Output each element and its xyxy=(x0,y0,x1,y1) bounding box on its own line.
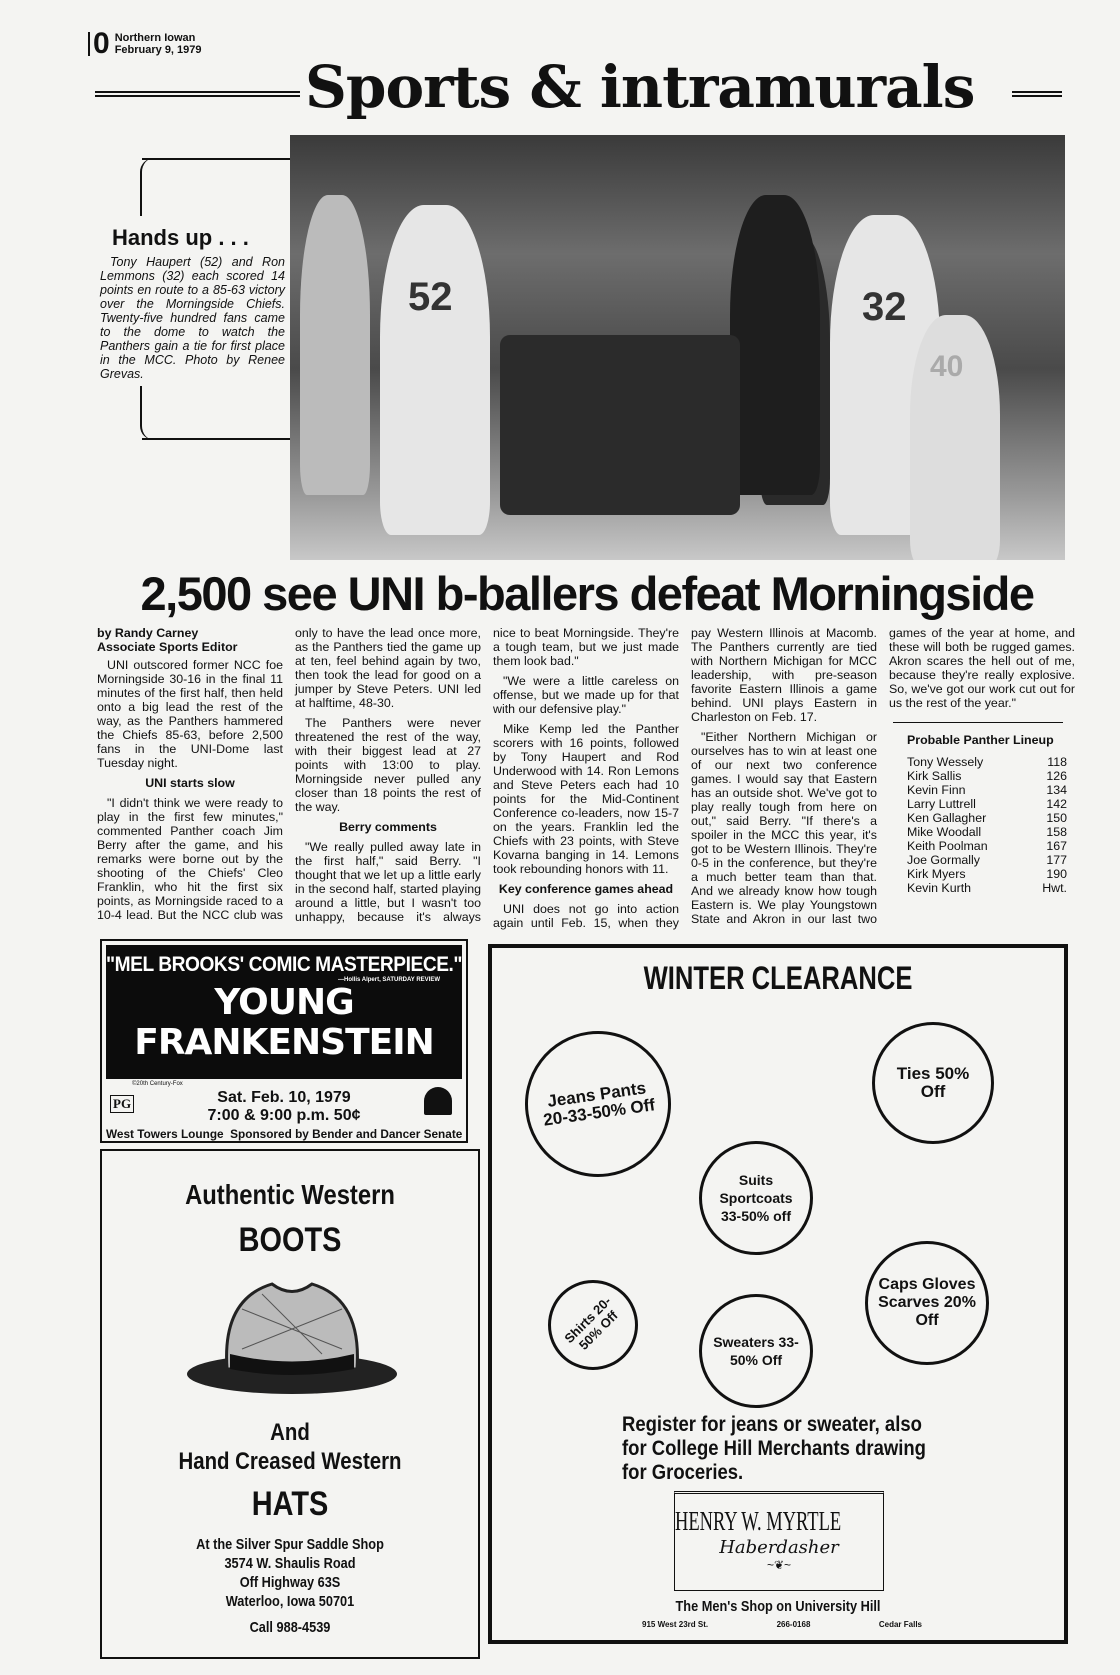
lineup-row xyxy=(907,783,1067,797)
player-name: Kevin Finn xyxy=(907,783,966,797)
issue-date: February 9, 1979 xyxy=(114,44,202,56)
address-line: 3574 W. Shaulis Road xyxy=(224,1555,356,1572)
masthead xyxy=(88,27,202,60)
paragraph: The Panthers were never threatened the rest of the way, with their biggest lead at 27 points with 13:00 to play. Morningside never pulled any closer than 18 points the rest of the way. xyxy=(295,716,481,814)
venue-sponsor-line xyxy=(106,1127,463,1141)
subhead: UNI starts slow xyxy=(145,776,235,790)
weight-class: 150 xyxy=(1046,811,1067,825)
article-headline: 2,500 see UNI b-ballers defeat Morningside xyxy=(140,567,1034,620)
movie-title-1: YOUNG xyxy=(214,982,354,1023)
player-name: Mike Woodall xyxy=(907,825,982,839)
folio-rule xyxy=(88,32,90,56)
store-city: Cedar Falls xyxy=(878,1620,922,1629)
caption-text: Tony Haupert (52) and Ron Lemmons (32) each scored 14 points en route to a 85-63 victory over the Morningside Chiefs. Twenty-five hundred fans came to the dome to watch the Panthers gain a tie for first place in the MCC. Photo by Renee Grevas. xyxy=(100,255,285,381)
boots-line: HATS xyxy=(251,1485,329,1523)
sale-circle: Ties 50% Off xyxy=(872,1022,994,1144)
venue: West Towers Lounge xyxy=(106,1127,224,1141)
paragraph: "I didn't think we were ready to play in the first few minutes," commented Panther coach Jim Berry after the game, and his remarks were borne out by the shooting of the Chiefs' Cleo Franklin, who hit the first six points, as Morningside raced to a 10-4 lead. But the NCC club was only to have the lead once more, as the Panthers tied the game up at ten, feel behind again by two, then took the lead for good on a jumper by Steve Peters. UNI led at halftime, 48-30. xyxy=(97,626,481,922)
byline: by Randy Carney xyxy=(97,626,199,640)
studio-logo-icon xyxy=(424,1087,452,1115)
article-body xyxy=(97,626,1075,930)
store-name: HENRY W. MYRTLE xyxy=(675,1506,842,1536)
store-address: 915 West 23rd St. xyxy=(642,1620,709,1629)
quote-source: —Hollis Alpert, SATURDAY REVIEW xyxy=(337,977,440,983)
player-name: Keith Poolman xyxy=(907,839,988,853)
title-rule-right xyxy=(1012,91,1062,97)
player-name: Ken Gallagher xyxy=(907,811,987,825)
weight-class: Hwt. xyxy=(1042,881,1067,895)
address-line: Waterloo, Iowa 50701 xyxy=(225,1593,355,1610)
boots-line: Authentic Western xyxy=(185,1179,395,1210)
sale-circle: Suits Sportcoats 33-50% off xyxy=(699,1141,813,1255)
cowboy-hat-icon xyxy=(182,1269,402,1404)
basketball-photo xyxy=(290,135,1065,560)
weight-class: 118 xyxy=(1047,755,1067,769)
boots-ad xyxy=(100,1149,480,1659)
movie-title-2: FRANKENSTEIN xyxy=(134,1022,434,1063)
lineup-row xyxy=(907,839,1067,853)
weight-class: 158 xyxy=(1046,825,1067,839)
register-line: for Groceries. xyxy=(622,1461,744,1484)
weight-class: 142 xyxy=(1046,797,1067,811)
address-line: Off Highway 63S xyxy=(239,1574,341,1591)
paragraph: "We really pulled away late in the first half," said Berry. "I thought that we let up a little early in the second half, started playing around a little, but I wasn't too unhappy, because it's always nice to beat Morningside. They're a tough team, but we just made them look bad." xyxy=(295,626,679,924)
weight-class: 167 xyxy=(1046,839,1067,853)
player-name: Larry Luttrell xyxy=(907,797,976,811)
lineup-row xyxy=(907,853,1067,867)
jersey-number: 40 xyxy=(930,350,964,383)
subhead: Berry comments xyxy=(339,820,437,834)
sponsor: Sponsored by Bender and Dancer Senate xyxy=(230,1127,463,1141)
register-line: Register for jeans or sweater, also xyxy=(622,1413,922,1436)
lineup-box xyxy=(907,733,1067,895)
store-phone: 266-0168 xyxy=(776,1620,811,1629)
boots-line: Hand Creased Western xyxy=(178,1448,402,1475)
player-name: Joe Gormally xyxy=(907,853,980,867)
address-line: At the Silver Spur Saddle Shop xyxy=(196,1536,384,1553)
paragraph: UNI does not go into action again until Feb. 15, when they pay Western Illinois at Macomb. The Panthers currently are tied with Northern Michigan for MCC leadership, with pre-season favorite Eastern Illinois a game behind. UNI plays Eastern in Charleston on Feb. 17. xyxy=(493,626,877,930)
paper-name: Northern Iowan xyxy=(114,32,196,44)
store-subtitle: Haberdasher xyxy=(719,1537,839,1558)
jersey-number: 52 xyxy=(408,275,453,319)
paragraph: "Either Northern Michigan or ourselves has to win at least one of our next two conference games. I would say that Eastern has an outside shot. We've got to play really tough from here on out," said Berry. "If there's a spoiler in the MCC this year, it's got to be Western Illinois. They're 0-5 in the conference, but they're a much better team than that. And we already know how tough Eastern is. We play Youngstown State and Akron in our last two games of the year at home, and these will both be rugged games. Akron scares the hell out of me, because they're really explosive. So, we've got our work cut out for us the rest of the year." xyxy=(691,626,1075,926)
lineup-row xyxy=(907,881,1067,895)
photo-caption xyxy=(100,225,285,381)
copyright: ©20th Century-Fox xyxy=(132,1081,183,1087)
weight-class: 177 xyxy=(1046,853,1067,867)
jersey-number: 32 xyxy=(862,285,907,329)
store-logo xyxy=(674,1491,884,1591)
register-line: for College Hill Merchants drawing xyxy=(622,1437,926,1460)
boots-line: And xyxy=(270,1419,310,1446)
divider xyxy=(893,722,1063,723)
subhead: Key conference games ahead xyxy=(498,882,674,896)
phone: Call 988-4539 xyxy=(249,1619,331,1636)
section-title: Sports & intramurals xyxy=(305,53,975,121)
player-name: Kevin Kurth xyxy=(907,881,972,895)
showing-times: 7:00 & 9:00 p.m. 50¢ xyxy=(207,1107,361,1124)
sale-circle: Shirts 20-50% Off xyxy=(529,1261,656,1388)
lineup-row xyxy=(907,867,1067,881)
boots-line: BOOTS xyxy=(238,1221,342,1259)
sale-circle: Jeans Pants 20-33-50% Off xyxy=(516,1022,681,1187)
lineup-row xyxy=(907,797,1067,811)
weight-class: 190 xyxy=(1046,867,1067,881)
caption-title: Hands up . . . xyxy=(112,225,249,250)
player-name: Kirk Myers xyxy=(907,867,966,881)
showing-date: Sat. Feb. 10, 1979 xyxy=(217,1089,351,1106)
clearance-ad xyxy=(488,944,1068,1644)
ornament-icon: ~❦~ xyxy=(766,1558,792,1572)
lineup-row xyxy=(907,825,1067,839)
rating-badge: PG xyxy=(110,1095,134,1113)
lineup-title: Probable Panther Lineup xyxy=(907,733,1054,747)
sale-circle: Sweaters 33-50% Off xyxy=(699,1294,813,1408)
lineup-row xyxy=(907,769,1067,783)
paragraph: "We were a little careless on offense, but we made up for that with our defensive play." xyxy=(493,674,679,716)
clearance-title: WINTER CLEARANCE xyxy=(643,960,913,996)
player-name: Tony Wessely xyxy=(907,755,984,769)
lineup-row xyxy=(907,755,1067,769)
shop-tagline: The Men's Shop on University Hill xyxy=(675,1598,881,1615)
title-rule-left xyxy=(95,91,300,97)
page-number: 0 xyxy=(93,27,110,60)
weight-class: 126 xyxy=(1046,769,1067,783)
player-name: Kirk Sallis xyxy=(907,769,962,783)
weight-class: 134 xyxy=(1046,783,1067,797)
paragraph: UNI outscored former NCC foe Morningside 30-16 in the final 11 minutes of the first half, then held onto a big lead the rest of the way, as the Panthers hammered the Chiefs 85-63, before 2,500 fans in the UNI-Dome last Tuesday night. xyxy=(97,658,283,770)
lineup-row xyxy=(907,811,1067,825)
byline-title: Associate Sports Editor xyxy=(97,640,238,654)
movie-quote: "MEL BROOKS' COMIC MASTERPIECE." xyxy=(106,953,463,976)
sale-circle: Caps Gloves Scarves 20% Off xyxy=(865,1241,989,1365)
movie-ad xyxy=(100,939,468,1143)
paragraph: Mike Kemp led the Panther scorers with 16 points, followed by Tony Haupert and Rod Underwood with 14. Ron Lemons and Steve Peters each had 10 points for the Mid-Continent Conference co-leaders, now 15-7 on the years. Franklin led the Chiefs with 23 points, with Steve Kovarna banging in 14. Lemons took rebounding honors with 11. xyxy=(493,722,679,876)
